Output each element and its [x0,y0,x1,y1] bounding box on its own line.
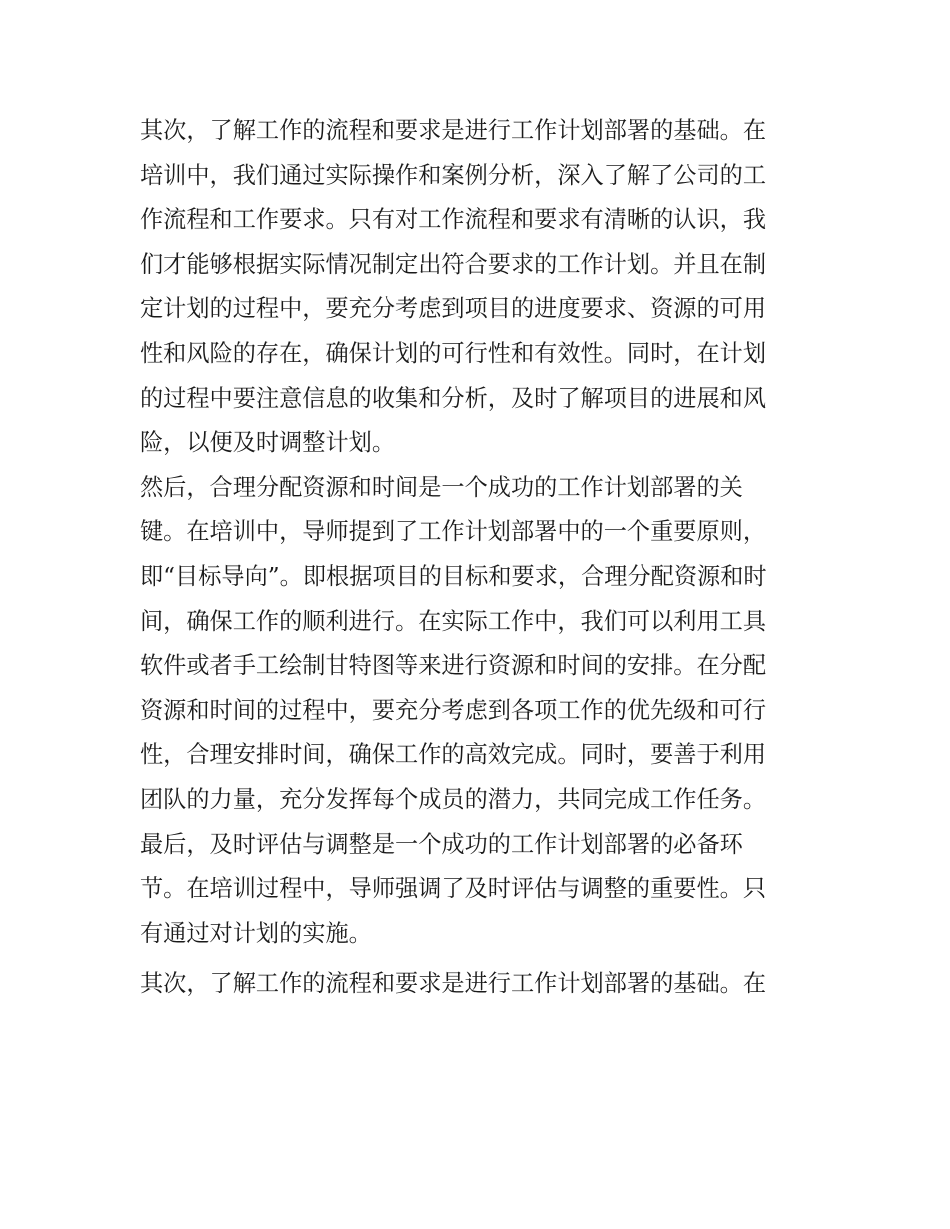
text-line: 其次，了解工作的流程和要求是进行工作计划部署的基础。在 [140,117,767,144]
text-line: 性和风险的存在，确保计划的可行性和有效性。同时，在计划 [140,339,767,367]
text-line: 培训中，我们通过实际操作和案例分析，深入了解了公司的工 [140,161,767,189]
text-line: 定计划的过程中，要充分考虑到项目的进度要求、资源的可用 [140,295,767,323]
paragraph-2 [140,466,812,957]
text-line: 然后，合理分配资源和时间是一个成功的工作计划部署的关 [140,473,743,501]
text-line: 间，确保工作的顺利进行。在实际工作中，我们可以利用工具 [140,607,767,635]
text-line: 其次，了解工作的流程和要求是进行工作计划部署的基础。在 [140,970,767,998]
text-line: 有通过对计划的实施。 [140,919,372,947]
text-line: 性，合理安排时间，确保工作的高效完成。同时，要善于利用 [140,741,767,769]
document-page [140,109,812,1007]
paragraph-3 [140,962,812,1007]
text-line: 软件或者手工绘制甘特图等来进行资源和时间的安排。在分配 [140,652,767,680]
text-line: 资源和时间的过程中，要充分考虑到各项工作的优先级和可行 [140,696,767,724]
text-line: 即“目标导向”。即根据项目的目标和要求，合理分配资源和时 [140,562,767,590]
text-line: 节。在培训过程中，导师强调了及时评估与调整的重要性。只 [140,875,767,903]
text-line: 最后，及时评估与调整是一个成功的工作计划部署的必备环 [140,830,743,858]
paragraph-1 [140,109,812,466]
text-line: 作流程和工作要求。只有对工作流程和要求有清晰的认识，我 [140,206,767,234]
text-line: 键。在培训中，导师提到了工作计划部署中的一个重要原则， [140,518,767,546]
text-line: 团队的力量，充分发挥每个成员的潜力，共同完成工作任务。 [140,785,767,813]
text-line: 们才能够根据实际情况制定出符合要求的工作计划。并且在制 [140,250,767,278]
text-line: 险，以便及时调整计划。 [140,429,396,457]
text-line: 的过程中要注意信息的收集和分析，及时了解项目的进展和风 [140,384,767,412]
